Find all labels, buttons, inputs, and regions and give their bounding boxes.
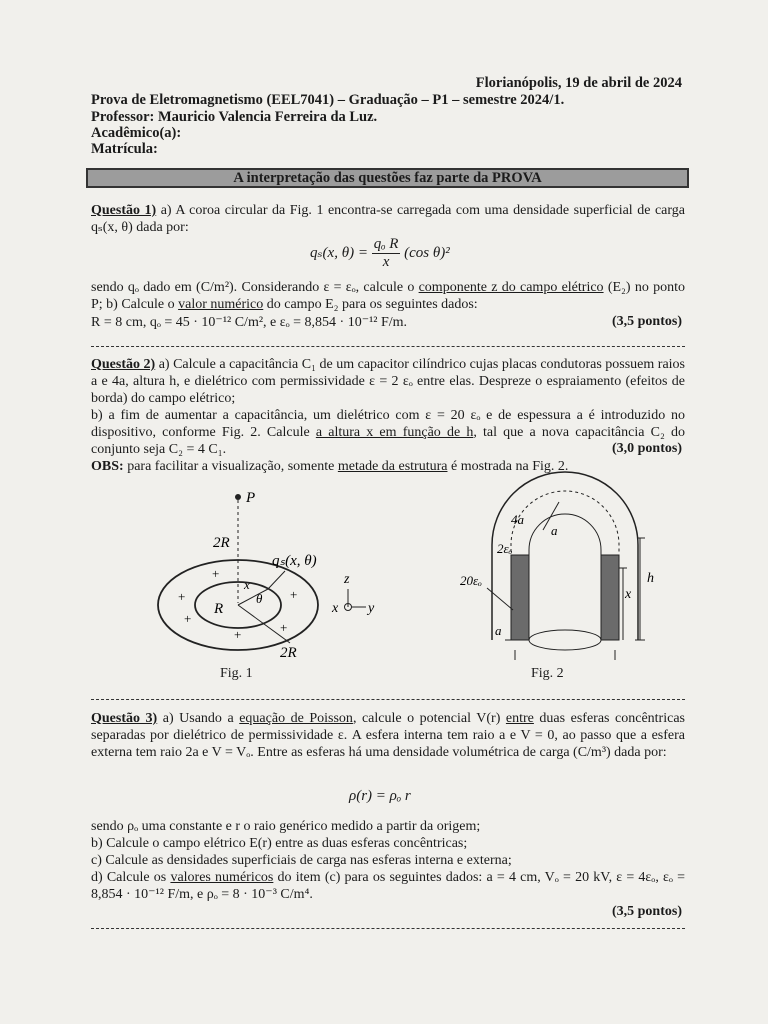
equation-lhs: qₛ(x, θ) = xyxy=(310,244,368,261)
outer-radius-label: 2R xyxy=(280,645,297,661)
q2-text-b1: b) a fim de aumentar a capacitância, um dielétrico com ε = 20 εₒ e de espessura a é introduzido no dispositivo, conforme Fig. 2. Calcule xyxy=(91,408,685,440)
label-h: h xyxy=(647,571,654,586)
equation-numerator: qₒ R xyxy=(373,236,399,252)
plus-sign: + xyxy=(234,627,242,642)
q3-text-d1: d) Calcule os xyxy=(91,870,171,885)
inner-radius-label: R xyxy=(214,601,224,617)
obs-text-2: é mostrada na Fig. 2. xyxy=(447,459,569,474)
label-a-top: a xyxy=(551,523,558,538)
question-1-text-a: a) A coroa circular da Fig. 1 encontra-se carregada com uma densidade superficial de carga qₛ(x, θ) dada por: xyxy=(91,203,685,235)
point-p-dot xyxy=(235,494,241,500)
question-1-points: (3,5 pontos) xyxy=(611,314,682,329)
obs-label: OBS: xyxy=(91,459,124,474)
academic-line: Acadêmico(a): xyxy=(91,125,182,141)
plus-sign: + xyxy=(184,611,192,626)
question-2-intro xyxy=(91,356,685,407)
label-a-bottom: a xyxy=(495,623,502,638)
q3-text-1: a) Usando a xyxy=(157,711,240,726)
equation-fraction xyxy=(372,236,401,271)
q1-text-b2: (E₂) no ponto P; b) Calcule o xyxy=(91,280,685,312)
theta-label: θ xyxy=(256,591,263,606)
exam-title: Prova de Eletromagnetismo (EEL7041) – Graduação – P1 – semestre 2024/1. xyxy=(91,92,565,108)
q3-text-d2: do item (c) para os seguintes dados: a = 4 cm, Vₒ = 20 kV, ε = 4εₒ, εₒ = 8,854 · 10⁻¹² F/m, e ρₒ = 8 · 10⁻³ C/m⁴. xyxy=(91,870,685,902)
question-1-intro xyxy=(91,202,685,236)
label-20eps: 20εₒ xyxy=(460,573,482,588)
charge-density-label: qₛ(x, θ) xyxy=(272,553,317,569)
obs-underlined: metade da estrutura xyxy=(337,459,448,474)
axis-x-label: x xyxy=(332,601,339,616)
divider-2 xyxy=(91,699,685,700)
instruction-banner: A interpretação das questões faz parte da PROVA xyxy=(86,168,689,188)
q1-underlined-ez: componente z do campo elétrico xyxy=(418,280,604,295)
inner-base xyxy=(529,630,601,650)
question-3-item-a-def: sendo ρₒ uma constante e r o raio genérico medido a partir da origem; xyxy=(91,819,481,834)
label-4a: 4a xyxy=(511,512,524,527)
question-3-intro xyxy=(91,710,685,761)
point-p-label: P xyxy=(246,490,256,506)
obs-text-1: para facilitar a visualização, somente xyxy=(123,459,338,474)
equation-rhs: (cos θ)² xyxy=(404,244,450,261)
question-3-item-b: b) Calcule o campo elétrico E(r) entre as duas esferas concêntricas; xyxy=(91,836,468,851)
figure-1 xyxy=(160,485,390,685)
label-2eps: 2εₒ xyxy=(497,541,513,556)
height-label: 2R xyxy=(213,535,230,551)
q1-text-b1: sendo qₒ dado em (C/m²). Considerando ε = εₒ, calcule o xyxy=(91,280,419,295)
divider-1 xyxy=(91,346,685,347)
professor-line: Professor: Mauricio Valencia Ferreira da Luz. xyxy=(91,109,378,125)
q3-underlined-poisson: equação de Poisson xyxy=(239,711,353,726)
exam-date: Florianópolis, 19 de abril de 2024 xyxy=(475,75,682,91)
label-x: x xyxy=(625,587,632,602)
plus-sign: + xyxy=(212,566,220,581)
question-2-text-a: a) Calcule a capacitância C₁ de um capacitor cilíndrico cujas placas condutoras possuem raios a e 4a, altura h, e dielétrico com permissividade ε = 2 εₒ entre elas. Despreze o espraiamento (efeitos de borda) do campo elétrico; xyxy=(91,357,686,406)
q2-text-b2: , tal que a nova capacitância C₂ do conjunto seja C₂ = 4 C₁. xyxy=(91,425,686,457)
question-1-body xyxy=(91,279,685,313)
q2-underlined: a altura x em função de h xyxy=(315,425,474,440)
question-3-item-c: c) Calcule as densidades superficiais de carga nas esferas interna e externa; xyxy=(91,853,512,868)
question-2-points: (3,0 pontos) xyxy=(611,441,682,456)
q1-text-b3: do campo E₂ para os seguintes dados: xyxy=(263,297,478,312)
plus-sign: + xyxy=(290,587,298,602)
vector-x xyxy=(238,589,268,605)
plus-sign: + xyxy=(178,589,186,604)
question-2-label: Questão 2) xyxy=(91,357,156,372)
divider-3 xyxy=(91,928,685,929)
density-pointer xyxy=(268,571,285,589)
question-1-equation xyxy=(310,236,450,271)
question-1-data: R = 8 cm, qₒ = 45 · 10⁻¹² C/m², e εₒ = 8,854 · 10⁻¹² F/m. xyxy=(91,315,408,330)
enrollment-line: Matrícula: xyxy=(91,141,158,157)
q3-underlined-values: valores numéricos xyxy=(170,870,274,885)
question-3-equation: ρ(r) = ρₒ r xyxy=(349,788,411,804)
question-2-obs xyxy=(91,458,685,475)
inner-conductor xyxy=(529,514,601,640)
figure-1-caption: Fig. 1 xyxy=(220,666,253,681)
axis-z-label: z xyxy=(344,572,350,587)
q3-underlined-between: entre xyxy=(505,711,534,726)
figure-2 xyxy=(455,490,670,670)
figure-2-caption: Fig. 2 xyxy=(531,666,564,681)
dielectric-pointer xyxy=(487,588,513,610)
equation-denominator: x xyxy=(382,254,390,270)
vector-x-label: x xyxy=(244,577,250,592)
q1-underlined-value: valor numérico xyxy=(178,297,264,312)
axis-y-label: y xyxy=(368,601,375,616)
question-1-label: Questão 1) xyxy=(91,203,157,218)
question-3-label: Questão 3) xyxy=(91,711,158,726)
q3-text-3: duas esferas concêntricas separadas por dielétrico de permissividade ε. A esfera interna tem raio a e V = 0, ao passo que a esfera externa tem raio 2a e V = Vₒ. Entre as esferas há uma densidade volumétrica de carga (C/m³) dada por: xyxy=(91,711,685,760)
plus-sign: + xyxy=(280,620,288,635)
question-3-points: (3,5 pontos) xyxy=(611,904,682,919)
question-3-item-d xyxy=(91,869,685,903)
q3-text-2: , calcule o potencial V(r) xyxy=(352,711,506,726)
